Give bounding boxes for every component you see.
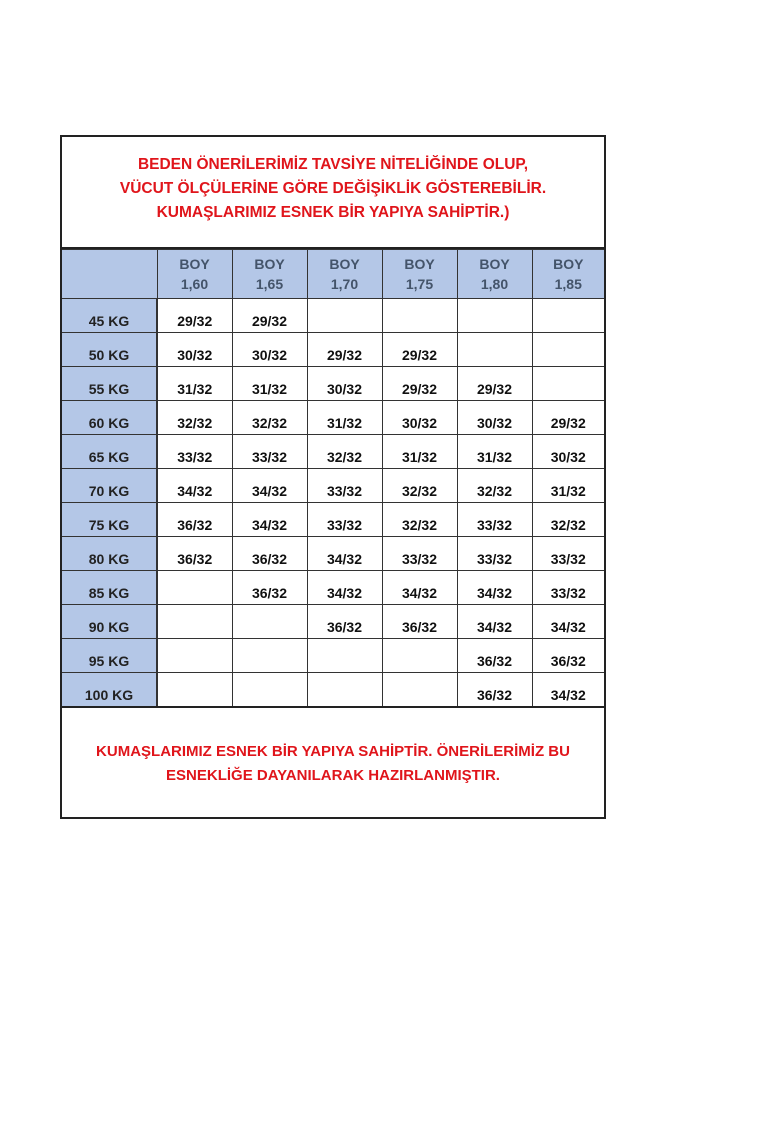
height-label: BOY <box>329 256 360 272</box>
height-header <box>307 250 382 299</box>
bottom-note-line: KUMAŞLARIMIZ ESNEK BİR YAPIYA SAHİPTİR. ÖNERİLERİMİZ BU <box>96 743 570 760</box>
size-cell: 32/32 <box>382 503 457 537</box>
table-row <box>62 605 604 639</box>
table-row <box>62 503 604 537</box>
table-row <box>62 435 604 469</box>
size-cell: 33/32 <box>457 503 532 537</box>
size-cell: 33/32 <box>157 435 232 469</box>
height-label: BOY <box>254 256 285 272</box>
size-cell: 36/32 <box>532 639 604 673</box>
table-row <box>62 401 604 435</box>
size-cell <box>532 367 604 401</box>
size-cell: 32/32 <box>532 503 604 537</box>
table-row <box>62 299 604 333</box>
weight-cell: 55 KG <box>62 367 157 401</box>
size-cell: 31/32 <box>157 367 232 401</box>
bottom-note-line: ESNEKLİĞE DAYANILARAK HAZIRLANMIŞTIR. <box>166 767 500 784</box>
size-cell: 33/32 <box>532 537 604 571</box>
height-value: 1,60 <box>180 276 209 292</box>
size-cell: 30/32 <box>232 333 307 367</box>
height-header <box>382 250 457 299</box>
size-cell: 30/32 <box>532 435 604 469</box>
weight-cell: 60 KG <box>62 401 157 435</box>
size-cell: 31/32 <box>307 401 382 435</box>
size-cell: 29/32 <box>157 299 232 333</box>
size-cell: 33/32 <box>307 469 382 503</box>
size-cell <box>232 605 307 639</box>
weight-cell: 50 KG <box>62 333 157 367</box>
size-cell: 36/32 <box>232 537 307 571</box>
size-cell: 31/32 <box>382 435 457 469</box>
size-cell <box>532 299 604 333</box>
size-cell: 33/32 <box>532 571 604 605</box>
size-cell: 31/32 <box>232 367 307 401</box>
weight-cell: 70 KG <box>62 469 157 503</box>
size-cell: 32/32 <box>157 401 232 435</box>
weight-cell: 90 KG <box>62 605 157 639</box>
table-row <box>62 571 604 605</box>
size-cell: 34/32 <box>157 469 232 503</box>
height-label: BOY <box>479 256 510 272</box>
size-cell: 36/32 <box>157 537 232 571</box>
table-row <box>62 469 604 503</box>
size-cell: 34/32 <box>232 503 307 537</box>
size-cell <box>532 333 604 367</box>
size-cell: 34/32 <box>232 469 307 503</box>
size-cell: 33/32 <box>307 503 382 537</box>
top-note <box>62 137 604 249</box>
size-cell <box>307 639 382 673</box>
size-cell: 29/32 <box>382 333 457 367</box>
size-cell: 36/32 <box>457 639 532 673</box>
height-value: 1,85 <box>554 276 582 292</box>
weight-cell: 45 KG <box>62 299 157 333</box>
height-value: 1,80 <box>480 276 509 292</box>
height-label: BOY <box>179 256 210 272</box>
height-label: BOY <box>553 256 584 272</box>
size-cell: 36/32 <box>382 605 457 639</box>
size-cell: 32/32 <box>457 469 532 503</box>
size-cell <box>382 639 457 673</box>
size-cell: 34/32 <box>382 571 457 605</box>
size-cell: 34/32 <box>457 605 532 639</box>
header-row <box>62 250 604 299</box>
top-note-line: BEDEN ÖNERİLERİMİZ TAVSİYE NİTELİĞİNDE OLUP, <box>137 156 529 173</box>
weight-cell: 95 KG <box>62 639 157 673</box>
size-cell: 31/32 <box>457 435 532 469</box>
size-cell <box>157 673 232 707</box>
size-cell: 32/32 <box>382 469 457 503</box>
size-cell <box>457 333 532 367</box>
size-cell: 34/32 <box>532 605 604 639</box>
table-row <box>62 537 604 571</box>
size-cell: 34/32 <box>307 571 382 605</box>
size-cell <box>157 571 232 605</box>
size-cell: 32/32 <box>232 401 307 435</box>
size-cell: 31/32 <box>532 469 604 503</box>
size-cell: 30/32 <box>307 367 382 401</box>
table-row <box>62 333 604 367</box>
size-cell: 33/32 <box>457 537 532 571</box>
size-cell: 36/32 <box>157 503 232 537</box>
size-cell: 29/32 <box>307 333 382 367</box>
size-cell: 30/32 <box>382 401 457 435</box>
size-cell: 32/32 <box>307 435 382 469</box>
table-row <box>62 673 604 707</box>
size-cell <box>307 673 382 707</box>
weight-cell: 65 KG <box>62 435 157 469</box>
height-label: BOY <box>404 256 435 272</box>
size-chart <box>60 135 606 819</box>
size-cell: 36/32 <box>307 605 382 639</box>
height-value: 1,75 <box>405 276 434 292</box>
height-header <box>232 250 307 299</box>
table-row <box>62 639 604 673</box>
bottom-note <box>62 719 604 817</box>
weight-cell: 85 KG <box>62 571 157 605</box>
size-cell <box>457 299 532 333</box>
size-cell <box>307 299 382 333</box>
size-cell: 33/32 <box>382 537 457 571</box>
size-cell: 34/32 <box>532 673 604 707</box>
height-header <box>532 250 604 299</box>
height-value: 1,70 <box>330 276 359 292</box>
size-cell <box>232 639 307 673</box>
weight-cell: 100 KG <box>62 673 157 707</box>
top-note-line: VÜCUT ÖLÇÜLERİNE GÖRE DEĞİŞİKLİK GÖSTEREBİLİR. <box>119 180 547 197</box>
size-cell <box>157 605 232 639</box>
size-cell: 33/32 <box>232 435 307 469</box>
size-cell: 30/32 <box>157 333 232 367</box>
size-cell: 36/32 <box>232 571 307 605</box>
top-note-line: KUMAŞLARIMIZ ESNEK BİR YAPIYA SAHİPTİR.) <box>156 204 510 221</box>
size-cell <box>382 299 457 333</box>
table-row <box>62 367 604 401</box>
size-table <box>62 249 604 708</box>
size-cell <box>382 673 457 707</box>
size-cell: 29/32 <box>382 367 457 401</box>
weight-cell: 80 KG <box>62 537 157 571</box>
corner-cell <box>62 250 157 299</box>
size-cell <box>157 639 232 673</box>
size-cell: 34/32 <box>457 571 532 605</box>
weight-cell: 75 KG <box>62 503 157 537</box>
size-cell: 34/32 <box>307 537 382 571</box>
size-cell: 29/32 <box>232 299 307 333</box>
height-header <box>157 250 232 299</box>
height-value: 1,65 <box>255 276 284 292</box>
size-cell: 36/32 <box>457 673 532 707</box>
size-cell <box>232 673 307 707</box>
size-cell: 29/32 <box>532 401 604 435</box>
height-header <box>457 250 532 299</box>
size-cell: 30/32 <box>457 401 532 435</box>
size-cell: 29/32 <box>457 367 532 401</box>
